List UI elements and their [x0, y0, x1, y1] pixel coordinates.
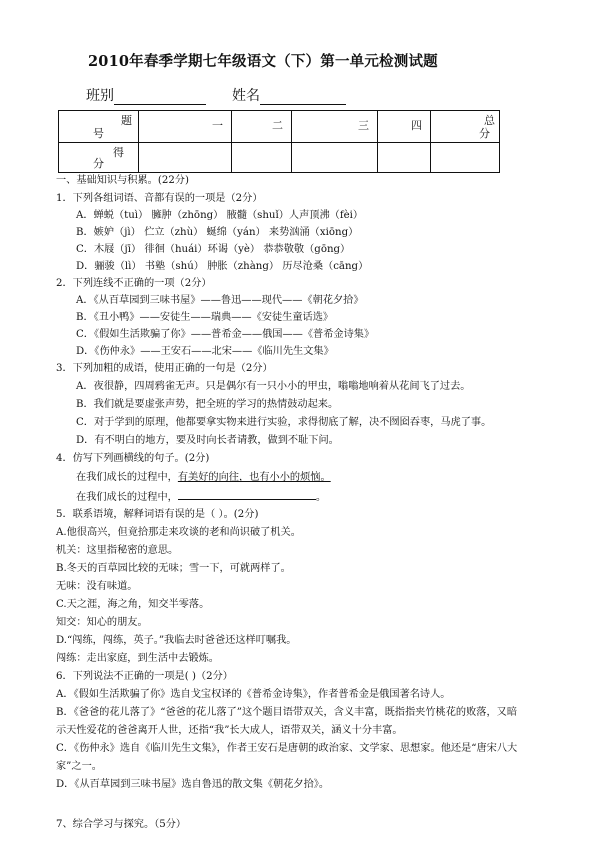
q6-option-b: B．《爸爸的花儿落了》“爸爸的花儿落了”这个题目语带双关，含义丰富，既指指夹竹桃花的败落，又暗 [56, 707, 518, 718]
score-top-label: 得 [113, 146, 124, 159]
header-cell-4 [378, 111, 431, 143]
total-bottom-label: 分 [479, 127, 490, 140]
question-1: 1．下列各组词语、音都有误的一项是（2分） [56, 193, 263, 204]
section-heading: 一、基础知识与积累。(22分) [56, 175, 189, 186]
question-6: 6．下列说法不正确的一项是( )（2分） [56, 671, 233, 682]
q6-option-d: D．《从百草园到三味书屋》选自鲁迅的散文集《朝花夕拾》。 [56, 779, 330, 790]
q3-option-b: B．我们就是要虚张声势，把全班的学习的热情鼓动起来。 [76, 399, 339, 410]
q6-option-a: A．《假如生活欺骗了你》选自戈宝权译的《普希金诗集》，作者普希金是俄国著名诗人。 [56, 689, 451, 700]
score-row-label [59, 143, 139, 173]
header-cell-2 [232, 111, 292, 143]
q5-option-c-note: 知交：知心的朋友。 [56, 617, 148, 628]
header-cell-topic [59, 111, 139, 143]
q4-underlined-sentence: 有美好的向往，也有小小的烦恼。 [177, 472, 331, 483]
q4-answer-blank[interactable] [178, 489, 316, 500]
q3-option-d: D．有不明白的地方，要及时向长者请教，做到不耻下问。 [76, 435, 339, 446]
total-top-label: 总 [484, 114, 495, 127]
q6-option-c-cont: 家”之一。 [56, 761, 102, 772]
class-blank[interactable] [114, 90, 206, 105]
q1-option-c: C．木屐（jī） 徘徊（huái）环谒（yè） 恭恭敬敬（gōng） [76, 244, 351, 255]
question-5: 5．联系语境，解释词语有误的是（ ）。(2分) [56, 509, 259, 520]
topic-bottom-label: 号 [93, 127, 104, 140]
question-3: 3．下列加粗的成语，使用正确的一句是（2分） [56, 363, 273, 374]
class-label: 班别 [86, 88, 114, 104]
topic-top-label: 题 [121, 114, 132, 127]
q6-option-c: C．《伤仲永》选自《临川先生文集》，作者王安石是唐朝的政治家、文学家、思想家。他还是“唐宋八大 [56, 743, 518, 754]
q5-option-d: D.“闯练，闯练，英子。”我临去时爸爸还这样叮嘱我。 [56, 635, 297, 646]
question-2: 2．下列连线不正确的一项（2分） [56, 278, 212, 289]
score-cell-3[interactable] [292, 143, 378, 173]
col-label-2: 二 [272, 119, 283, 132]
q1-option-d: D．骊骏（lì） 书塾（shú） 肿胀（zhàng） 历尽沧桑（cāng） [76, 261, 369, 272]
score-table [58, 110, 500, 173]
q5-option-a-note: 机关：这里指秘密的意思。 [56, 545, 179, 556]
header-cell-1 [139, 111, 232, 143]
q1-option-a: A．蝉蜕（tuì） 臃肿（zhōng） 腋髓（shuǐ）人声顶沸（fèi） [76, 210, 364, 221]
score-bottom-label: 分 [93, 157, 104, 170]
q5-option-b-note: 无味：没有味道。 [56, 581, 138, 592]
question-4: 4．仿写下列画横线的句子。(2分) [56, 453, 210, 464]
score-cell-2[interactable] [232, 143, 292, 173]
q2-option-c: C．《假如生活欺骗了你》——普希金——俄国——《普希金诗集》 [76, 329, 375, 340]
score-cell-total[interactable] [431, 143, 500, 173]
header-cell-total [431, 111, 500, 143]
q5-option-b: B.冬天的百草园比较的无味；雪一下，可就两样了。 [56, 563, 291, 574]
class-field [86, 85, 206, 105]
header-cell-3 [292, 111, 378, 143]
name-blank[interactable] [260, 90, 346, 105]
q4-example-prefix: 在我们成长的过程中， [76, 472, 178, 483]
q3-option-c: C．对于学到的原理，他都要拿实物来进行实验，求得彻底了解，决不囫囵吞枣，马虎了事。 [76, 417, 492, 428]
name-field [232, 85, 346, 105]
question-7: 7、综合学习与探究。（5分） [56, 819, 187, 830]
col-label-1: 一 [212, 119, 223, 132]
q2-option-b: B．《丑小鸭》——安徒生——瑞典——《安徒生童话选》 [76, 312, 334, 323]
q4-answer-line: 在我们成长的过程中， 。 [76, 489, 326, 505]
q1-option-b: B．嫉妒（jì） 伫立（zhù） 蜒绵（yán） 来势汹涌（xiōng） [76, 227, 359, 238]
exam-title: 2010年春季学期七年级语文（下）第一单元检测试题 [88, 53, 438, 70]
q3-option-a: A．夜很静，四周鸦雀无声。只是偶尔有一只小小的甲虫，嗡嗡地响着从花间飞了过去。 [76, 381, 471, 392]
q5-option-a: A.他很高兴，但竟拾那走来攻谈的老和尚识破了机关。 [56, 527, 301, 538]
col-label-3: 三 [358, 119, 369, 132]
q5-option-d-note: 闯练：走出家庭，到生活中去锻炼。 [56, 653, 219, 664]
q6-option-b-cont: 示天性爱花的爸爸离开人世，还指“我”长大成人，语带双关，涵义十分丰富。 [56, 725, 403, 736]
q4-example [76, 471, 331, 485]
q2-option-d: D．《伤仲永》——王安石——北宋——《临川先生文集》 [76, 346, 334, 357]
col-label-4: 四 [411, 119, 422, 132]
q4-answer-prefix: 在我们成长的过程中， [76, 492, 178, 503]
score-cell-4[interactable] [378, 143, 431, 173]
q2-option-a: A．《从百草园到三味书屋》——鲁迅——现代——《朝花夕拾》 [76, 295, 364, 306]
q5-option-c: C.天之涯，海之角，知交半零落。 [56, 599, 210, 610]
score-cell-1[interactable] [139, 143, 232, 173]
name-label: 姓名 [232, 88, 260, 104]
